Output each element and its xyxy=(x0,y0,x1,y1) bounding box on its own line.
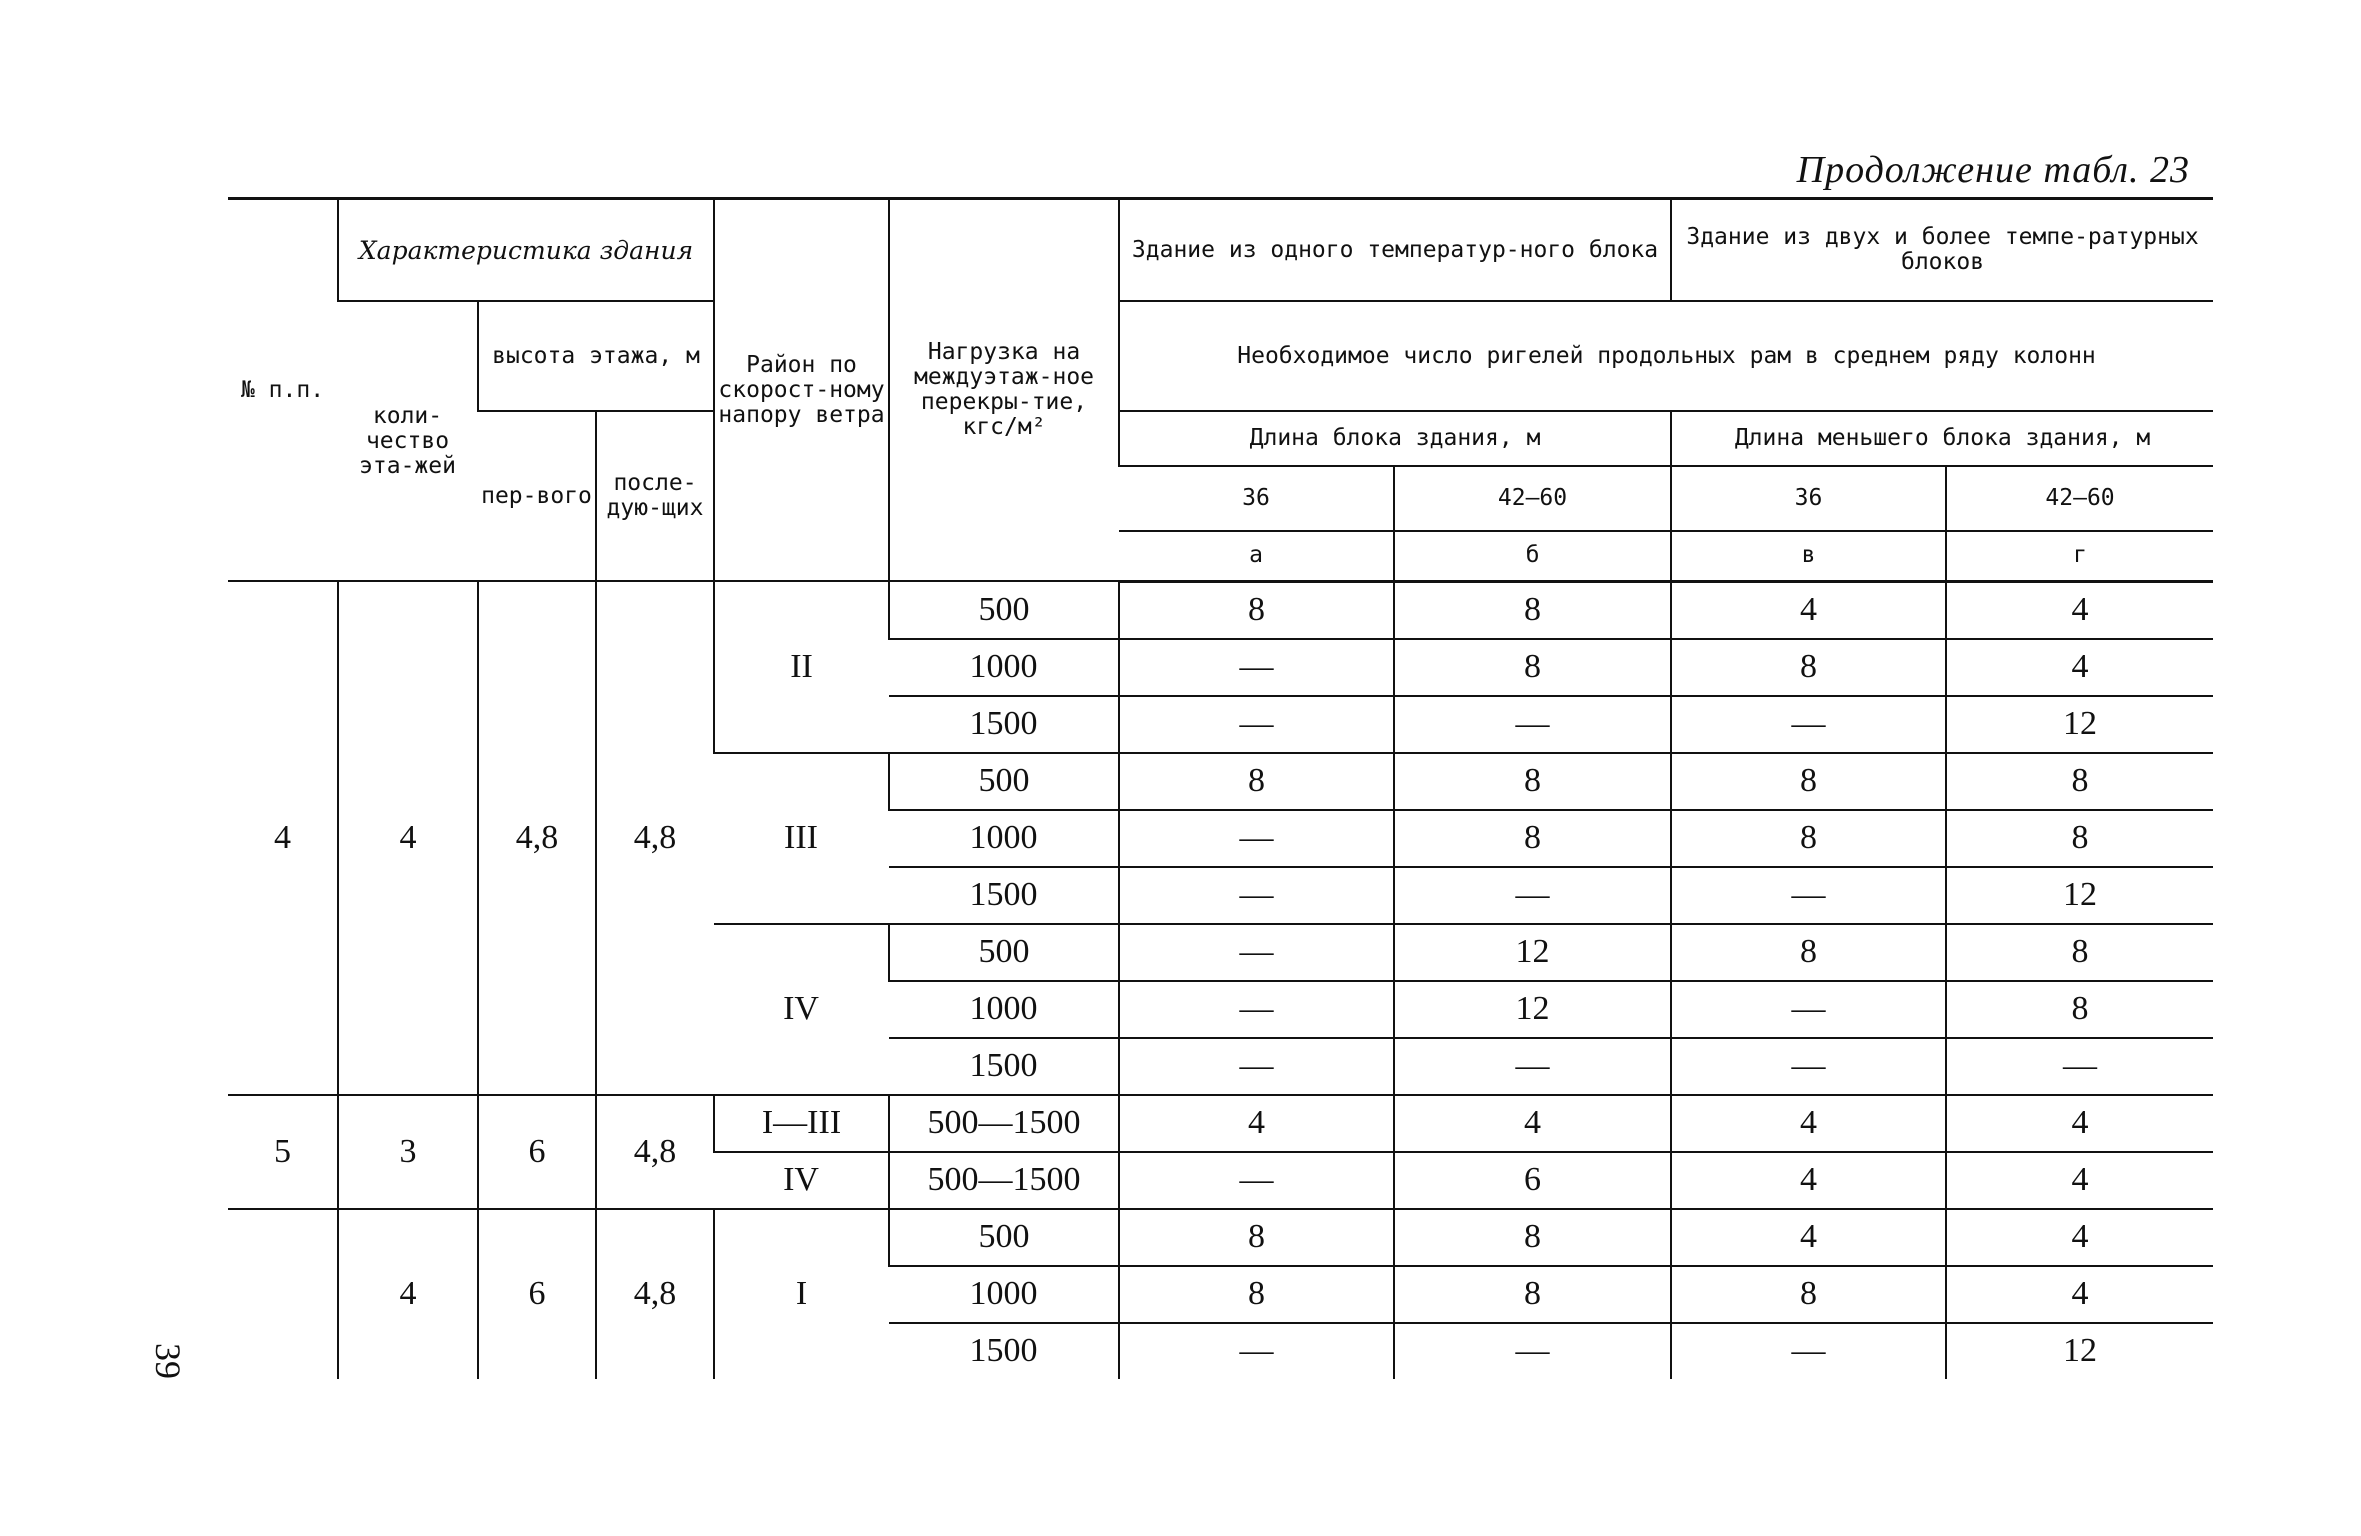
value-cell-a: — xyxy=(1119,1038,1394,1095)
load-cell: 1000 xyxy=(889,981,1119,1038)
wind-region-cell: I—III xyxy=(714,1095,889,1152)
table-row xyxy=(228,1095,2213,1152)
header-letter-a: а xyxy=(1119,531,1394,581)
value-cell-a: 4 xyxy=(1119,1095,1394,1152)
value-cell-c: 8 xyxy=(1671,1266,1946,1323)
value-cell-d: 12 xyxy=(1946,696,2213,753)
value-cell-a: — xyxy=(1119,867,1394,924)
value-cell-a: — xyxy=(1119,696,1394,753)
load-cell: 500 xyxy=(889,581,1119,639)
value-cell-c: 8 xyxy=(1671,924,1946,981)
header-building-characteristic: Характеристика здания xyxy=(338,199,714,302)
value-cell-b: — xyxy=(1394,1038,1671,1095)
value-cell-b: 4 xyxy=(1394,1095,1671,1152)
header-block-length: Длина блока здания, м xyxy=(1119,411,1671,466)
header-letter-b: б xyxy=(1394,531,1671,581)
header-one-block: Здание из одного температур-ного блока xyxy=(1119,199,1671,302)
load-cell: 1500 xyxy=(889,696,1119,753)
value-cell-c: 4 xyxy=(1671,1095,1946,1152)
header-subsequent: после-дую-щих xyxy=(596,411,714,581)
value-cell-a: 8 xyxy=(1119,1209,1394,1266)
value-cell-a: 8 xyxy=(1119,1266,1394,1323)
value-cell-c: 8 xyxy=(1671,810,1946,867)
value-cell-b: 6 xyxy=(1394,1152,1671,1209)
value-cell-c: — xyxy=(1671,981,1946,1038)
header-len-d: 42—60 xyxy=(1946,466,2213,531)
value-cell-a: 8 xyxy=(1119,581,1394,639)
wind-region-cell: IV xyxy=(714,924,889,1095)
load-cell: 1000 xyxy=(889,810,1119,867)
table-caption: Продолжение табл. 23 xyxy=(1796,149,2190,191)
subsequent-floor-height-cell: 4,8 xyxy=(596,581,714,1095)
load-cell: 1500 xyxy=(969,1332,1038,1369)
value-cell-a: — xyxy=(1119,810,1394,867)
load-cell: 500 xyxy=(889,1209,1119,1266)
load-cell: 1500 xyxy=(889,1038,1119,1095)
value-cell-a: — xyxy=(1119,924,1394,981)
wind-region-cell: II xyxy=(714,581,889,753)
value-cell-d: 4 xyxy=(1946,639,2213,696)
row-number-cell xyxy=(228,1209,338,1379)
value-cell-b: 8 xyxy=(1394,1266,1671,1323)
load-cell: 1500 xyxy=(889,867,1119,924)
table-row xyxy=(228,581,2213,639)
value-cell-d: 4 xyxy=(1946,1095,2213,1152)
value-cell-d: 8 xyxy=(1946,753,2213,810)
value-cell-a: — xyxy=(1119,639,1394,696)
header-two-blocks: Здание из двух и более темпе-ратурных блоков xyxy=(1671,199,2213,302)
row-number-cell: 5 xyxy=(228,1095,338,1209)
first-floor-height-cell: 6 xyxy=(478,1095,596,1209)
value-cell-b: 8 xyxy=(1394,810,1671,867)
subsequent-floor-height-cell: 4,8 xyxy=(596,1095,714,1209)
value-cell-c: — xyxy=(1671,1323,1946,1379)
load-cell: 500—1500 xyxy=(889,1095,1119,1152)
first-floor-height-cell: 6 xyxy=(478,1209,596,1379)
header-len-c: 36 xyxy=(1671,466,1946,531)
value-cell-d: 4 xyxy=(1946,1152,2213,1209)
table-body xyxy=(228,581,2213,1379)
header-load: Нагрузка на междуэтаж-ное перекры-тие, кгс/м² xyxy=(889,199,1119,582)
value-cell-b: 8 xyxy=(1394,753,1671,810)
wind-region-cell: I xyxy=(714,1209,889,1379)
value-cell-b: 8 xyxy=(1394,639,1671,696)
value-cell-b: — xyxy=(1394,1323,1671,1379)
value-cell-b: — xyxy=(1394,696,1671,753)
wind-region-cell: IV xyxy=(714,1152,889,1209)
header-letter-d: г xyxy=(1946,531,2213,581)
header-num: № п.п. xyxy=(228,199,338,582)
value-cell-c: — xyxy=(1671,867,1946,924)
value-cell-a: — xyxy=(1119,981,1394,1038)
floors-count-cell: 4 xyxy=(338,581,478,1095)
value-cell-d: 4 xyxy=(1946,1266,2213,1323)
value-cell-b: — xyxy=(1394,867,1671,924)
table-header xyxy=(228,199,2213,582)
table-row xyxy=(228,1209,2213,1266)
header-len-a: 36 xyxy=(1119,466,1394,531)
value-cell-b: 12 xyxy=(1394,924,1671,981)
value-cell-d: 12 xyxy=(1946,867,2213,924)
data-table xyxy=(228,197,2213,1379)
value-cell-d: 4 xyxy=(1946,581,2213,639)
load-cell: 500 xyxy=(889,924,1119,981)
header-len-b: 42—60 xyxy=(1394,466,1671,531)
value-cell-a: 8 xyxy=(1119,753,1394,810)
value-cell-c: 8 xyxy=(1671,639,1946,696)
header-letter-c: в xyxy=(1671,531,1946,581)
header-required-number: Необходимое число ригелей продольных рам в среднем ряду колонн xyxy=(1119,301,2213,411)
value-cell-d: 8 xyxy=(1946,810,2213,867)
floors-count-cell: 4 xyxy=(338,1209,478,1379)
value-cell-b: 12 xyxy=(1394,981,1671,1038)
row-number-cell: 4 xyxy=(228,581,338,1095)
load-cell: 500 xyxy=(889,753,1119,810)
load-cell: 1000 xyxy=(889,639,1119,696)
header-smaller-block-length: Длина меньшего блока здания, м xyxy=(1671,411,2213,466)
value-cell-c: — xyxy=(1671,696,1946,753)
value-cell-b: 8 xyxy=(1394,581,1671,639)
value-cell-b: 8 xyxy=(1394,1209,1671,1266)
value-cell-a: — xyxy=(1119,1152,1394,1209)
value-cell-d: — xyxy=(1946,1038,2213,1095)
header-first: пер-вого xyxy=(478,411,596,581)
value-cell-a: — xyxy=(1119,1323,1394,1379)
first-floor-height-cell: 4,8 xyxy=(478,581,596,1095)
value-cell-d: 8 xyxy=(1946,924,2213,981)
value-cell-d: 12 xyxy=(1946,1323,2213,1379)
header-floors-count: коли-чество эта-жей xyxy=(338,301,478,581)
value-cell-c: — xyxy=(1671,1038,1946,1095)
value-cell-c: 4 xyxy=(1671,1209,1946,1266)
header-floor-height: высота этажа, м xyxy=(478,301,714,411)
value-cell-c: 8 xyxy=(1671,753,1946,810)
floors-count-cell: 3 xyxy=(338,1095,478,1209)
value-cell-d: 8 xyxy=(1946,981,2213,1038)
load-cell: 500—1500 xyxy=(889,1152,1119,1209)
wind-region-cell: III xyxy=(714,753,889,924)
load-cell: 1000 xyxy=(889,1266,1119,1323)
value-cell-c: 4 xyxy=(1671,1152,1946,1209)
header-wind-region: Район по скорост-ному напору ветра xyxy=(714,199,889,582)
page-number: 39 xyxy=(148,1343,188,1379)
value-cell-c: 4 xyxy=(1671,581,1946,639)
value-cell-d: 4 xyxy=(1946,1209,2213,1266)
subsequent-floor-height-cell: 4,8 xyxy=(596,1209,714,1379)
